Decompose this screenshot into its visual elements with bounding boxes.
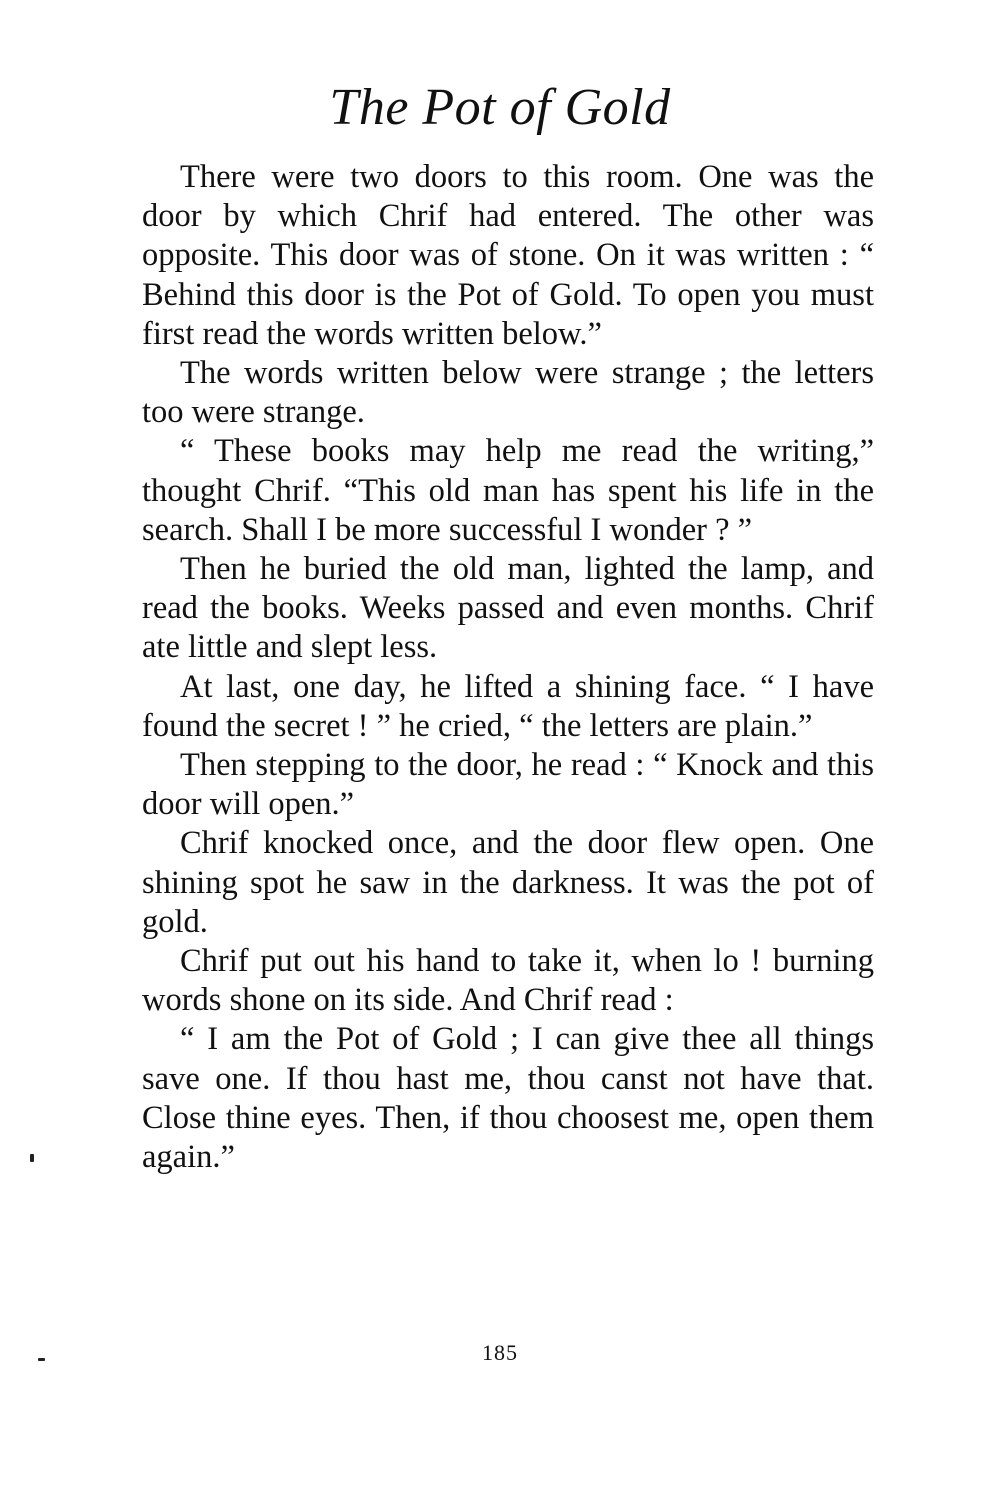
paragraph: Then stepping to the door, he read : “ Knock and this door will open.” <box>142 747 874 823</box>
paragraph: Then he buried the old man, lighted the lamp, and read the books. Weeks passed and even months. Chrif ate little and slept less. <box>142 551 874 666</box>
running-title: The Pot of Gold <box>329 79 671 136</box>
paragraph: There were two doors to this room. One was the door by which Chrif had entered. The other was opposite. This door was of stone. On it was written : “ Behind this door is the Pot of Gold. To open you must first read the words written below.” <box>142 159 874 352</box>
paragraph: Chrif knocked once, and the door flew open. One shining spot he saw in the darkness. It was the pot of gold. <box>142 825 874 940</box>
body-text <box>142 158 874 1177</box>
scan-speck <box>30 1154 34 1162</box>
page-number: 185 <box>482 1340 518 1365</box>
paragraph: At last, one day, he lifted a shining face. “ I have found the secret ! ” he cried, “ the letters are plain.” <box>142 668 874 744</box>
scan-speck <box>38 1358 45 1361</box>
paragraph: “ These books may help me read the writing,” thought Chrif. “This old man has spent his life in the search. Shall I be more successful I wonder ? ” <box>142 433 874 548</box>
paragraph: The words written below were strange ; the letters too were strange. <box>142 355 874 431</box>
paragraph: “ I am the Pot of Gold ; I can give thee all things save one. If thou hast me, thou canst not have that. Close thine eyes. Then, if thou choosest me, open them again.” <box>142 1021 874 1176</box>
paragraph: Chrif put out his hand to take it, when lo ! burning words shone on its side. And Chrif read : <box>142 943 874 1019</box>
